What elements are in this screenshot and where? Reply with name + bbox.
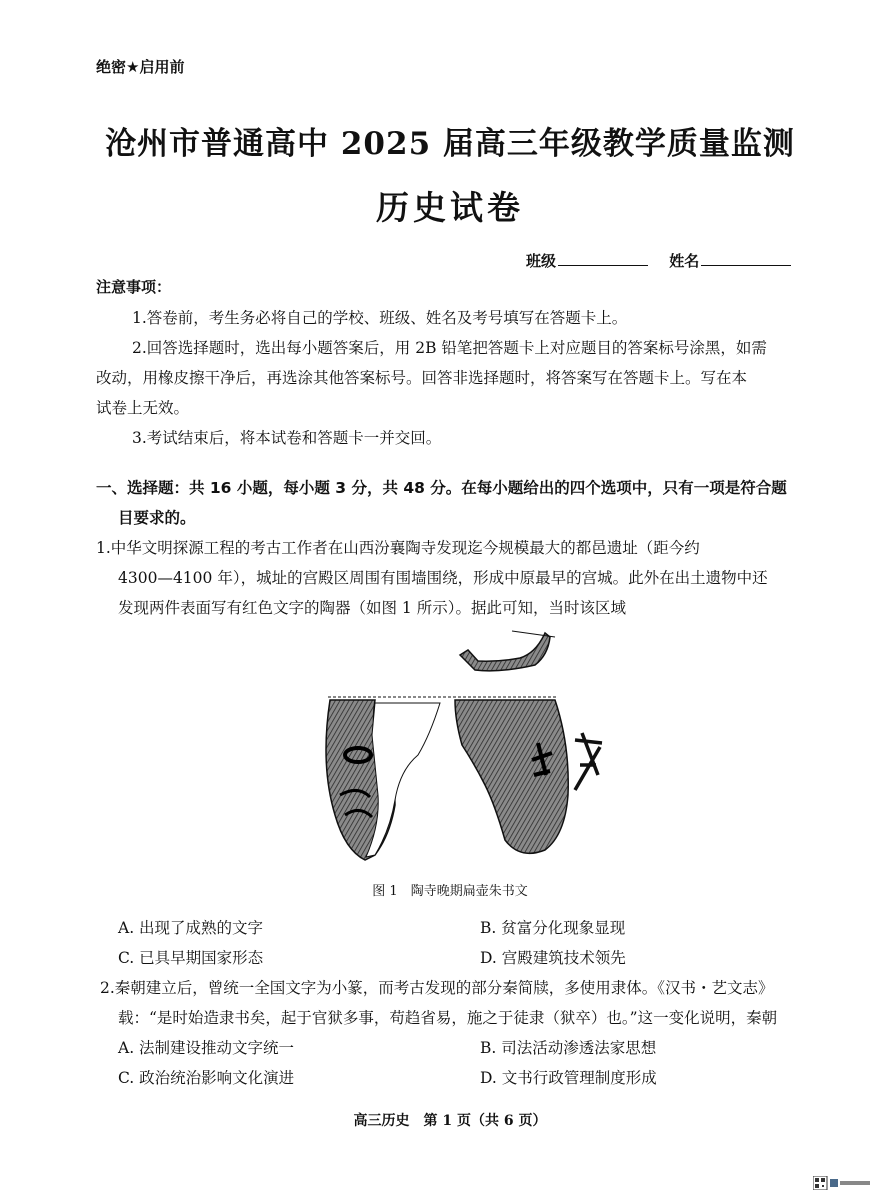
- q2-option-d: D. 文书行政管理制度形成: [480, 1069, 657, 1087]
- q2-stem-line1: 2.秦朝建立后，曾统一全国文字为小篆，而考古发现的部分秦简牍，多使用隶体。《汉书・艺文志》: [100, 979, 774, 997]
- note-item-3: 3.考试结束后，将本试卷和答题卡一并交回。: [132, 429, 442, 447]
- class-label: 班级: [526, 252, 557, 270]
- name-label: 姓名: [669, 252, 700, 270]
- note-item-2-line1: 2.回答选择题时，选出每小题答案后，用 2B 铅笔把答题卡上对应题目的答案标号涂黑，如需: [132, 339, 767, 357]
- q2-stem-line2: 载：“是时始造隶书矣，起于官狱多事，苟趋省易，施之于徒隶（狱卒）也。”这一变化说明，秦朝: [118, 1009, 778, 1027]
- q1-option-a: A. 出现了成熟的文字: [118, 919, 264, 937]
- confidential-mark: 绝密★启用前: [96, 58, 185, 76]
- q2-option-c: C. 政治统治影响文化演进: [118, 1069, 295, 1087]
- class-blank: [558, 251, 648, 266]
- figure-caption: 图 1 陶寺晚期扁壶朱书文: [372, 884, 528, 899]
- q2-option-b: B. 司法活动渗透法家思想: [480, 1039, 657, 1057]
- q1-stem-line1: 1.中华文明探源工程的考古工作者在山西汾襄陶寺发现迄今规模最大的都邑遗址（距今约: [96, 539, 700, 557]
- exam-title: 沧州市普通高中 2025 届高三年级教学质量监测: [105, 126, 795, 162]
- q1-option-d: D. 宫殿建筑技术领先: [480, 949, 626, 967]
- q1-stem-line2: 4300—4100 年），城址的宫殿区周围有围墙围绕，形成中原最早的宫城。此外在出土遗物中还: [118, 569, 768, 587]
- note-item-2-line2: 改动，用橡皮擦干净后，再选涂其他答案标号。回答非选择题时，将答案写在答题卡上。写在本: [96, 369, 748, 387]
- subject-title: 历史试卷: [376, 188, 524, 227]
- qr-code-icon: [813, 1176, 870, 1190]
- section-heading-line1: 一、选择题：共 16 小题，每小题 3 分，共 48 分。在每小题给出的四个选项中，只有一项是符合题: [96, 479, 787, 497]
- q2-option-a: A. 法制建设推动文字统一: [118, 1039, 295, 1057]
- pottery-flask-figure: [300, 625, 610, 870]
- note-item-2-line3: 试卷上无效。: [96, 399, 190, 417]
- page-footer: 高三历史 第 1 页（共 6 页）: [353, 1113, 547, 1129]
- q1-stem-line3: 发现两件表面写有红色文字的陶器（如图 1 所示）。据此可知，当时该区域: [118, 599, 626, 617]
- q1-option-b: B. 贫富分化现象显现: [480, 919, 626, 937]
- name-blank: [701, 251, 791, 266]
- student-info-fields: [526, 250, 801, 271]
- q1-option-c: C. 已具早期国家形态: [118, 949, 264, 967]
- notes-heading: 注意事项：: [96, 278, 172, 296]
- note-item-1: 1.答卷前，考生务必将自己的学校、班级、姓名及考号填写在答题卡上。: [132, 309, 628, 327]
- section-heading-line2: 目要求的。: [118, 509, 196, 527]
